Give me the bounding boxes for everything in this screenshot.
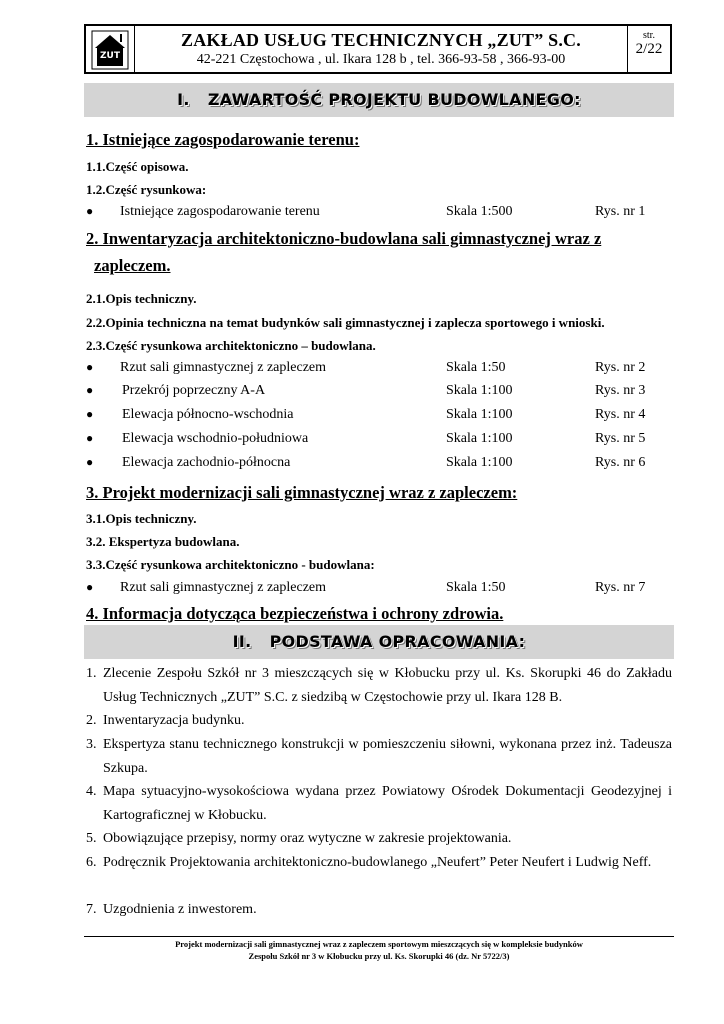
section-2-banner	[84, 625, 674, 659]
document-header	[84, 24, 672, 74]
part-3-1: 3.1.Opis techniczny.	[86, 511, 197, 526]
logo-text: ZUT	[100, 51, 120, 61]
list-item: ● Elewacja północno-wschodnia Skala 1:100 Rys. nr 4	[86, 407, 646, 422]
page-label: str.	[643, 30, 655, 41]
part-4-heading: 4. Informacja dotycząca bezpieczeństwa i ochrony zdrowia.	[86, 604, 504, 623]
company-name: ZAKŁAD USŁUG TECHNICZNYCH „ZUT” S.C.	[181, 30, 581, 50]
basis-item-1: 1. Zlecenie Zespołu Szkół nr 3 mieszczących się w Kłobucku przy ul. Ks. Skorupki 46 do Zakładu Usług Technicznych „ZUT” S.C. z siedzibą w Częstochowie przy ul. Ikara 128 B.	[86, 666, 672, 705]
bullet-icon: ●	[86, 580, 94, 594]
part-1-1: 1.1.Część opisowa.	[86, 159, 189, 174]
page-number: 2/22	[635, 41, 663, 57]
basis-item-6: 6. Podręcznik Projektowania architektoniczno-budowlanego „Neufert” Peter Neufert i Ludwig Neff.	[86, 855, 652, 870]
list-item: ● Rzut sali gimnastycznej z zapleczem Skala 1:50 Rys. nr 2	[86, 360, 646, 375]
list-item: ● Rzut sali gimnastycznej z zapleczem Skala 1:50 Rys. nr 7	[86, 580, 646, 595]
section-1-roman: I.	[177, 90, 190, 109]
section-2-title: PODSTAWA OPRACOWANIA:	[269, 632, 526, 651]
footer-line-2: Zespołu Szkół nr 3 w Kłobucku przy ul. Ks. Skorupki 46 (dz. Nr 5722/3)	[248, 951, 510, 961]
section-1-banner	[84, 83, 674, 117]
part-2-3: 2.3.Część rysunkowa architektoniczno – budowlana.	[86, 338, 376, 353]
bullet-icon: ●	[86, 204, 94, 218]
bullet-icon: ●	[86, 360, 94, 374]
bullet-icon: ●	[86, 455, 94, 469]
part-1-2: 1.2.Część rysunkowa:	[86, 182, 207, 197]
section-1-title: ZAWARTOŚĆ PROJEKTU BUDOWLANEGO:	[207, 90, 581, 109]
basis-item-5: 5. Obowiązujące przepisy, normy oraz wytyczne w zakresie projektowania.	[86, 831, 512, 846]
section-2-roman: II.	[232, 632, 252, 651]
bullet-icon: ●	[86, 431, 94, 445]
part-1-heading: 1. Istniejące zagospodarowanie terenu:	[86, 130, 360, 149]
part-2-heading-line2: zapleczem.	[94, 256, 171, 275]
bullet-icon: ●	[86, 383, 94, 397]
company-block	[135, 26, 628, 72]
part-2-heading-line1: 2. Inwentaryzacja architektoniczno-budowlana sali gimnastycznej wraz z	[86, 229, 602, 248]
list-item: ● Elewacja wschodnio-południowa Skala 1:100 Rys. nr 5	[86, 431, 646, 446]
list-item: ● Istniejące zagospodarowanie terenu Skala 1:500 Rys. nr 1	[86, 204, 646, 219]
part-2-2: 2.2.Opinia techniczna na temat budynków sali gimnastycznej i zaplecza sportowego i wnioski.	[86, 315, 605, 330]
part-3-3: 3.3.Część rysunkowa architektoniczno - budowlana:	[86, 557, 375, 572]
part-3-2: 3.2. Ekspertyza budowlana.	[86, 534, 240, 549]
part-3-heading: 3. Projekt modernizacji sali gimnastycznej wraz z zapleczem:	[86, 483, 518, 502]
company-logo	[86, 26, 135, 72]
part-2-1: 2.1.Opis techniczny.	[86, 291, 197, 306]
bullet-icon: ●	[86, 407, 94, 421]
company-address: 42-221 Częstochowa , ul. Ikara 128 b , tel. 366-93-58 , 366-93-00	[196, 52, 566, 67]
footer-line-1: Projekt modernizacji sali gimnastycznej wraz z zapleczem sportowym mieszczących się w kompleksie budynków	[175, 939, 583, 949]
basis-item-3: 3. Ekspertyza stanu technicznego konstrukcji w pomieszczeniu siłowni, wykonana przez inż. Tadeusza Szkupa.	[86, 737, 672, 776]
basis-item-7: 7. Uzgodnienia z inwestorem.	[86, 902, 257, 917]
basis-item-4: 4. Mapa sytuacyjno-wysokościowa wydana przez Powiatowy Ośrodek Dokumentacji Geodezyjnej i Kartograficznej w Kłobucku.	[86, 784, 672, 823]
list-item: ● Elewacja zachodnio-północna Skala 1:100 Rys. nr 6	[86, 455, 646, 470]
page-number-box	[628, 26, 670, 72]
list-item: ● Przekrój poprzeczny A-A Skala 1:100 Rys. nr 3	[86, 383, 646, 398]
basis-item-2: 2. Inwentaryzacja budynku.	[86, 713, 245, 728]
footer-divider	[84, 936, 674, 937]
